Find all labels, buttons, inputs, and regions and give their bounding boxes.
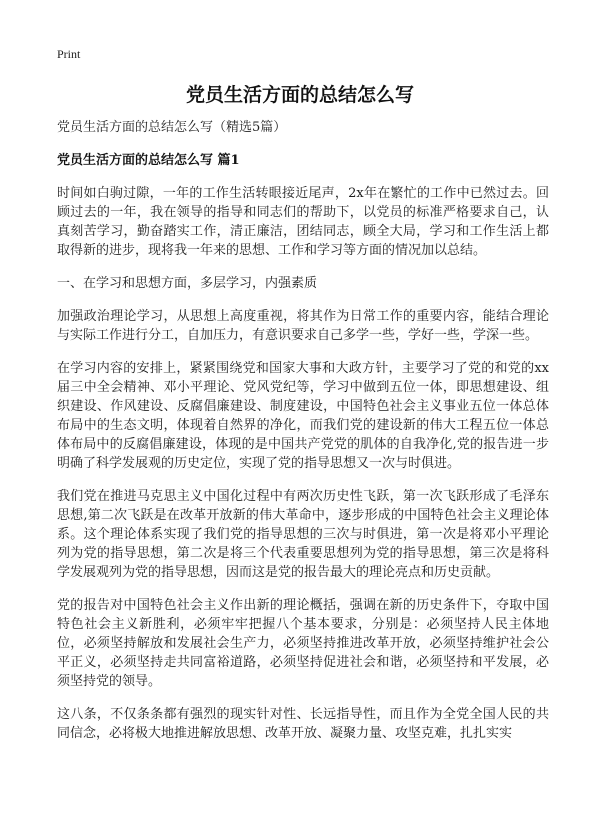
article-subtitle: 党员生活方面的总结怎么写（精选5篇） xyxy=(57,120,287,135)
paragraph-report: 党的报告对中国特色社会主义作出新的理论概括，强调在新的历史条件下，夺取中国特色社会主义新胜利，必须牢牢把握八个基本要求，分别是：必须坚持人民主体地位，必须坚持解放和发展社会生产力，必须坚持推进改革开放，必须坚持维护社会公平正义，必须坚持走共同富裕道路，必须坚持促进社会和谐，必须坚持和平发展，必须坚持党的领导。 xyxy=(57,598,549,689)
paragraph-theory-study: 加强政治理论学习，从思想上高度重视，将其作为日常工作的重要内容，能结合理论与实际工作进行分工，自加压力，有意识要求自己多学一些，学好一些，学深一些。 xyxy=(57,309,549,343)
paragraph-heading-study: 一、在学习和思想方面，多层学习，内强素质 xyxy=(57,276,318,291)
paragraph-eight-points: 这八条，不仅条条都有强烈的现实针对性、长远指导性，而且作为全党全国人民的共同信念，必将极大地推进解放思想、改革开放、凝聚力量、攻坚克难，扎扎实实 xyxy=(57,707,549,741)
paragraph-marxism: 我们党在推进马克思主义中国化过程中有两次历史性飞跃，第一次飞跃形成了毛泽东思想,第二次飞跃是在改革开放新的伟大革命中，逐步形成的中国特色社会主义理论体系。这个理论体系实现了我们党的指导思想的三次与时俱进，第一次是将邓小平理论列为党的指导思想，第二次是将三个代表重要思想列为党的指导思想，第三次是将科学发展观列为党的指导思想，因而这是党的报告最大的理论亮点和历史贡献。 xyxy=(57,489,549,580)
article-body xyxy=(57,118,549,757)
section-heading: 党员生活方面的总结怎么写 篇1 xyxy=(57,153,240,168)
print-link[interactable]: Print xyxy=(57,47,81,61)
paragraph-intro: 时间如白驹过隙，一年的工作生活转眼接近尾声，2x年在繁忙的工作中已然过去。回顾过去的一年，我在领导的指导和同志们的帮助下，以党员的标准严格要求自己，认真刻苦学习，勤奋踏实工作，清正廉洁，团结同志，顾全大局，学习和工作生活上都取得新的进步，现将我一年来的思想、工作和学习等方面的情况加以总结。 xyxy=(57,186,549,258)
page-title: 党员生活方面的总结怎么写 xyxy=(185,84,414,106)
paragraph-study-content: 在学习内容的安排上，紧紧围绕党和国家大事和大政方针，主要学习了党的和党的xx届三中全会精神、邓小平理论、党风党纪等，学习中做到五位一体，即思想建设、组织建设、作风建设、反腐倡廉建设、制度建设，中国特色社会主义事业五位一体总体布局中的生态文明，体现着自然界的净化，而我们党的建设新的伟大工程五位一体总体布局中的反腐倡廉建设，体现的是中国共产党党的肌体的自我净化,党的报告进一步明确了科学发展观的历史定位，实现了党的指导思想又一次与时俱进。 xyxy=(57,361,549,471)
